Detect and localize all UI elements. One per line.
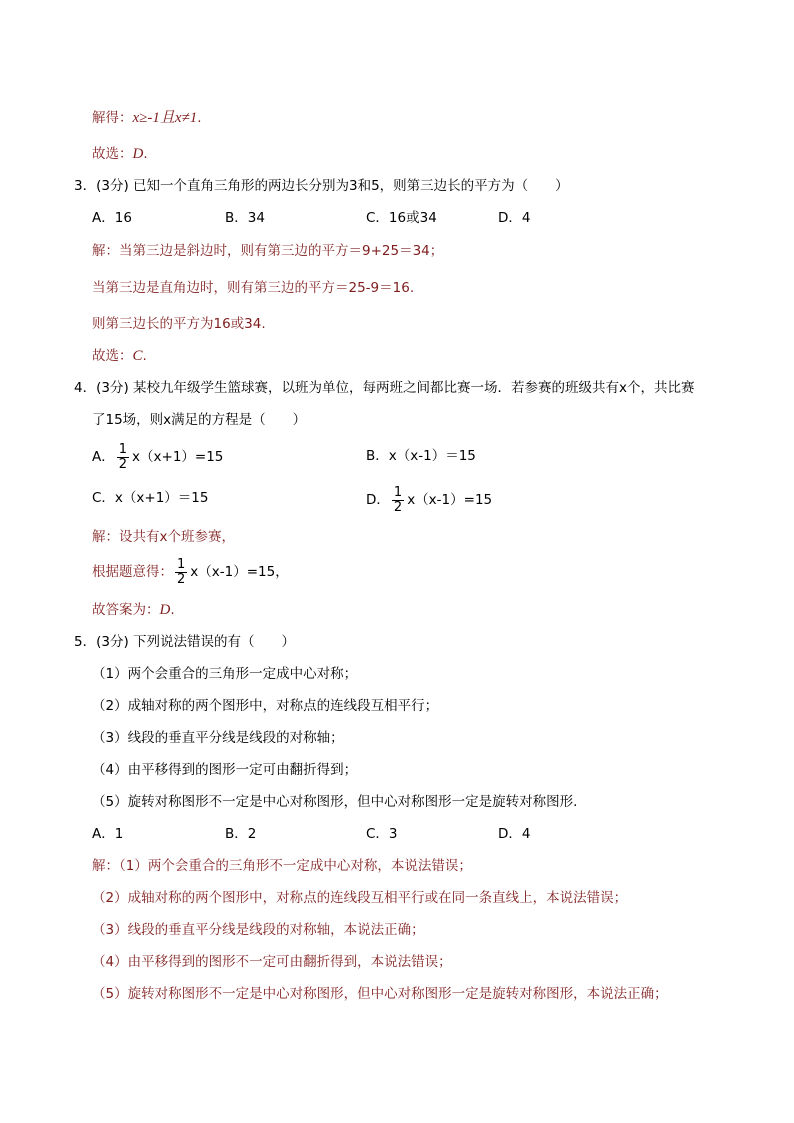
q5-option-a: A．1 xyxy=(92,826,124,842)
q5-solution-2: （2）成轴对称的两个图形中，对称点的连线段互相平行或在同一条直线上，本说法错误； xyxy=(92,890,628,906)
q4-option-b: B．x（x-1）＝15 xyxy=(366,448,476,464)
q4-solution-2-prefix: 根据题意得： xyxy=(92,564,173,580)
q3-choose-line xyxy=(92,346,147,366)
q5-stem: 5．(3分) 下列说法错误的有（ ） xyxy=(74,634,296,650)
fraction-numerator: 1 xyxy=(118,441,128,457)
q4-option-d-label: D． xyxy=(366,492,390,508)
q4-option-d xyxy=(366,483,492,517)
q3-solution-2: 当第三边是直角边时，则有第三边的平方＝25-9＝16. xyxy=(92,280,415,296)
q4-option-a-expr: x（x+1）=15 xyxy=(132,449,224,465)
q3-solution-1: 解：当第三边是斜边时，则有第三边的平方＝9+25＝34； xyxy=(92,243,444,259)
q3-option-d: D．4 xyxy=(498,210,531,226)
q3-stem: 3．(3分) 已知一个直角三角形的两边长分别为3和5，则第三边长的平方为（ ） xyxy=(74,178,569,194)
q3-option-c: C．16或34 xyxy=(366,210,437,226)
q2-solve-math: x≥-1且x≠1 xyxy=(132,110,198,126)
q2-choose-end: . xyxy=(143,146,148,162)
q5-statement-4: （4）由平移得到的图形一定可由翻折得到； xyxy=(92,762,358,778)
q3-option-b: B．34 xyxy=(225,210,265,226)
fraction-denominator: 2 xyxy=(118,456,128,472)
q4-solution-2 xyxy=(92,555,289,589)
q3-choose-answer: C xyxy=(132,348,143,364)
q2-choose-answer: D xyxy=(132,146,144,162)
q3-solution-3: 则第三边长的平方为16或34. xyxy=(92,316,266,332)
fraction-half xyxy=(117,443,129,472)
fraction-denominator: 2 xyxy=(393,499,403,515)
q2-solve-prefix: 解得： xyxy=(92,110,133,126)
q4-answer-line xyxy=(92,600,175,620)
q2-choose-line xyxy=(92,144,148,164)
q5-option-d: D．4 xyxy=(498,826,531,842)
fraction-half xyxy=(392,486,404,515)
q5-solution-4: （4）由平移得到的图形不一定可由翻折得到，本说法错误； xyxy=(92,954,452,970)
q3-choose-prefix: 故选： xyxy=(92,348,133,364)
q5-statement-2: （2）成轴对称的两个图形中，对称点的连线段互相平行； xyxy=(92,698,439,714)
q5-option-c: C．3 xyxy=(366,826,398,842)
q4-solution-2-expr: x（x-1）=15， xyxy=(190,564,289,580)
fraction-half xyxy=(175,558,187,587)
q4-answer-prefix: 故答案为： xyxy=(92,602,160,618)
q5-statement-5: （5）旋转对称图形不一定是中心对称图形，但中心对称图形一定是旋转对称图形. xyxy=(92,794,578,810)
q4-stem-line-1: 4．(3分) 某校九年级学生篮球赛，以班为单位，每两班之间都比赛一场．若参赛的班级共有x个，共比赛 xyxy=(74,380,695,396)
fraction-numerator: 1 xyxy=(177,556,186,572)
q4-answer: D xyxy=(159,602,171,618)
q4-option-a-label: A． xyxy=(92,449,115,465)
fraction-numerator: 1 xyxy=(393,484,403,500)
q4-option-c: C．x（x+1）＝15 xyxy=(92,490,209,506)
q5-statement-3: （3）线段的垂直平分线是线段的对称轴； xyxy=(92,730,344,746)
q4-answer-end: . xyxy=(170,602,175,618)
q5-solution-3: （3）线段的垂直平分线是线段的对称轴，本说法正确； xyxy=(92,922,425,938)
q2-solve-line xyxy=(92,108,202,128)
q5-option-b: B．2 xyxy=(225,826,257,842)
fraction-denominator: 2 xyxy=(177,571,186,587)
q4-option-d-expr: x（x-1）=15 xyxy=(407,492,493,508)
q5-solution-5: （5）旋转对称图形不一定是中心对称图形，但中心对称图形一定是旋转对称图形，本说法正确； xyxy=(92,986,668,1002)
q5-solution-1: 解：（1）两个会重合的三角形不一定成中心对称，本说法错误； xyxy=(92,858,472,874)
q2-solve-end: . xyxy=(197,110,202,126)
q4-solution-1: 解：设共有x个班参赛， xyxy=(92,529,235,545)
q3-choose-end: . xyxy=(142,348,147,364)
q2-choose-prefix: 故选： xyxy=(92,146,133,162)
q4-stem-line-2: 了15场，则x满足的方程是（ ） xyxy=(92,412,307,428)
q4-option-a xyxy=(92,440,223,474)
q5-statement-1: （1）两个会重合的三角形一定成中心对称； xyxy=(92,666,358,682)
q3-option-a: A．16 xyxy=(92,210,132,226)
